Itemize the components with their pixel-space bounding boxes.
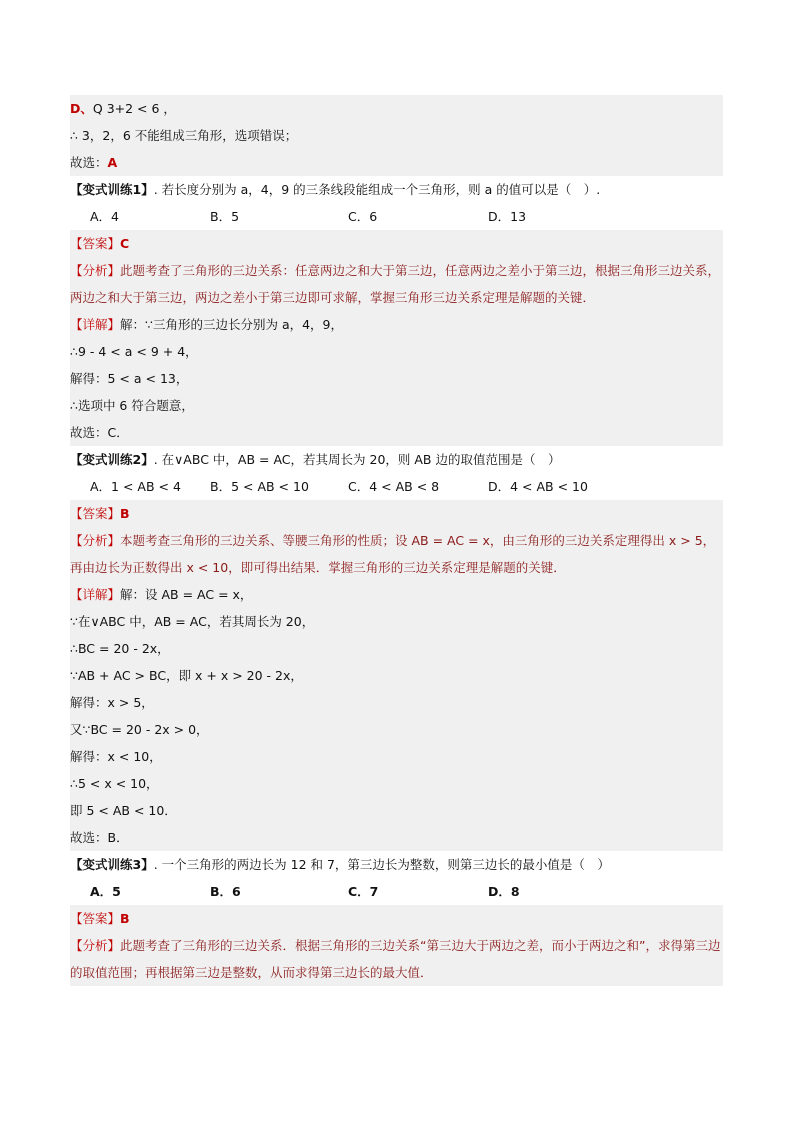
v1-answer: C [120, 236, 130, 251]
v1-analysis [70, 257, 723, 311]
option-d-text: Q 3+2 < 6 ， [92, 101, 176, 116]
v2-question-text: . 在∨ABC 中，AB = AC，若其周长为 20，则 AB 边的取值范围是（ ） [153, 452, 561, 467]
v1-option-c: C．6 [348, 209, 378, 224]
v2-title: 【变式训练2】 [70, 452, 154, 467]
v2-detail-line-1: ∵在∨ABC 中，AB = AC，若其周长为 20， [70, 608, 723, 635]
v1-analysis-tag: 【分析】 [70, 263, 121, 278]
v2-answer-line [70, 500, 723, 527]
v3-analysis [70, 932, 723, 986]
option-d-line [70, 95, 723, 122]
choice-prefix: 故选： [70, 155, 108, 170]
v2-detail-tag: 【详解】 [70, 587, 121, 602]
v3-answer-tag: 【答案】 [70, 911, 121, 926]
v1-detail-line-3: ∴选项中 6 符合题意， [70, 392, 723, 419]
v3-answer-line [70, 905, 723, 932]
v2-options [70, 473, 723, 500]
v1-question [70, 176, 723, 203]
v1-options [70, 203, 723, 230]
v1-answer-tag: 【答案】 [70, 236, 121, 251]
v2-detail-line-2: ∴BC = 20 - 2x， [70, 635, 723, 662]
v3-options [70, 878, 723, 905]
v2-detail-line-8: 即 5 < AB < 10． [70, 797, 723, 824]
v3-analysis-text: 此题考查了三角形的三边关系．根据三角形的三边关系“第三边大于两边之差，而小于两边之和”，求得第三边的取值范围；再根据第三边是整数，从而求得第三边长的最大值． [70, 938, 721, 980]
v1-analysis-text: 此题考查了三角形的三边关系：任意两边之和大于第三边，任意两边之差小于第三边，根据三角形三边关系，两边之和大于第三边，两边之差小于第三边即可求解，掌握三角形三边关系定理是解题的关键． [70, 263, 721, 305]
v2-detail-line-3: ∵AB + AC > BC，即 x + x > 20 - 2x， [70, 662, 723, 689]
v1-option-b: B．5 [210, 209, 240, 224]
v3-option-b: B．6 [210, 884, 241, 899]
v3-analysis-tag: 【分析】 [70, 938, 121, 953]
v3-answer: B [120, 911, 130, 926]
document-page [70, 95, 723, 986]
v1-question-text: . 若长度分别为 a，4，9 的三条线段能组成一个三角形，则 a 的值可以是（ ）. [153, 182, 601, 197]
v1-option-d: D．13 [488, 209, 527, 224]
choice-line [70, 149, 723, 176]
v2-answer: B [120, 506, 130, 521]
v2-analysis [70, 527, 723, 581]
v1-option-a: A．4 [90, 209, 120, 224]
v2-detail-line-9: 故选：B． [70, 824, 723, 851]
v1-detail-line-1: ∴9 - 4 < a < 9 + 4， [70, 338, 723, 365]
v2-detail-line-4: 解得：x > 5， [70, 689, 723, 716]
v3-title: 【变式训练3】 [70, 857, 154, 872]
v2-analysis-tag: 【分析】 [70, 533, 121, 548]
v2-option-c: C．4 < AB < 8 [348, 479, 440, 494]
v2-analysis-text: 本题考查三角形的三边关系、等腰三角形的性质；设 AB = AC = x，由三角形的三边关系定理得出 x > 5，再由边长为正数得出 x < 10，即可得出结果．掌握三角形的三边关系定理是解题的关键． [70, 533, 716, 575]
v2-detail-text: 解：设 AB = AC = x， [120, 587, 253, 602]
v3-option-a: A．5 [90, 884, 121, 899]
choice-answer: A [107, 155, 118, 170]
v2-detail-line-5: 又∵BC = 20 - 2x > 0， [70, 716, 723, 743]
v2-detail-line-7: ∴5 < x < 10， [70, 770, 723, 797]
v2-answer-tag: 【答案】 [70, 506, 121, 521]
v2-option-d: D．4 < AB < 10 [488, 479, 588, 494]
v3-option-c: C．7 [348, 884, 379, 899]
v2-detail-line-0 [70, 581, 723, 608]
v1-title: 【变式训练1】 [70, 182, 154, 197]
conclusion-line: ∴ 3，2，6 不能组成三角形，选项错误； [70, 122, 723, 149]
option-d-label: D、 [70, 101, 93, 116]
v3-option-d: D．8 [488, 884, 520, 899]
v1-detail-line-0 [70, 311, 723, 338]
v1-answer-line [70, 230, 723, 257]
v1-detail-tag: 【详解】 [70, 317, 121, 332]
v2-question [70, 446, 723, 473]
v2-option-a: A．1 < AB < 4 [90, 479, 181, 494]
v3-question [70, 851, 723, 878]
v2-detail-line-6: 解得：x < 10， [70, 743, 723, 770]
v1-detail-line-4: 故选：C． [70, 419, 723, 446]
v3-question-text: . 一个三角形的两边长为 12 和 7，第三边长为整数，则第三边长的最小值是（ ） [153, 857, 610, 872]
v1-detail-text: 解：∵三角形的三边长分别为 a，4，9， [120, 317, 344, 332]
v1-detail-line-2: 解得：5 < a < 13， [70, 365, 723, 392]
v2-option-b: B．5 < AB < 10 [210, 479, 309, 494]
